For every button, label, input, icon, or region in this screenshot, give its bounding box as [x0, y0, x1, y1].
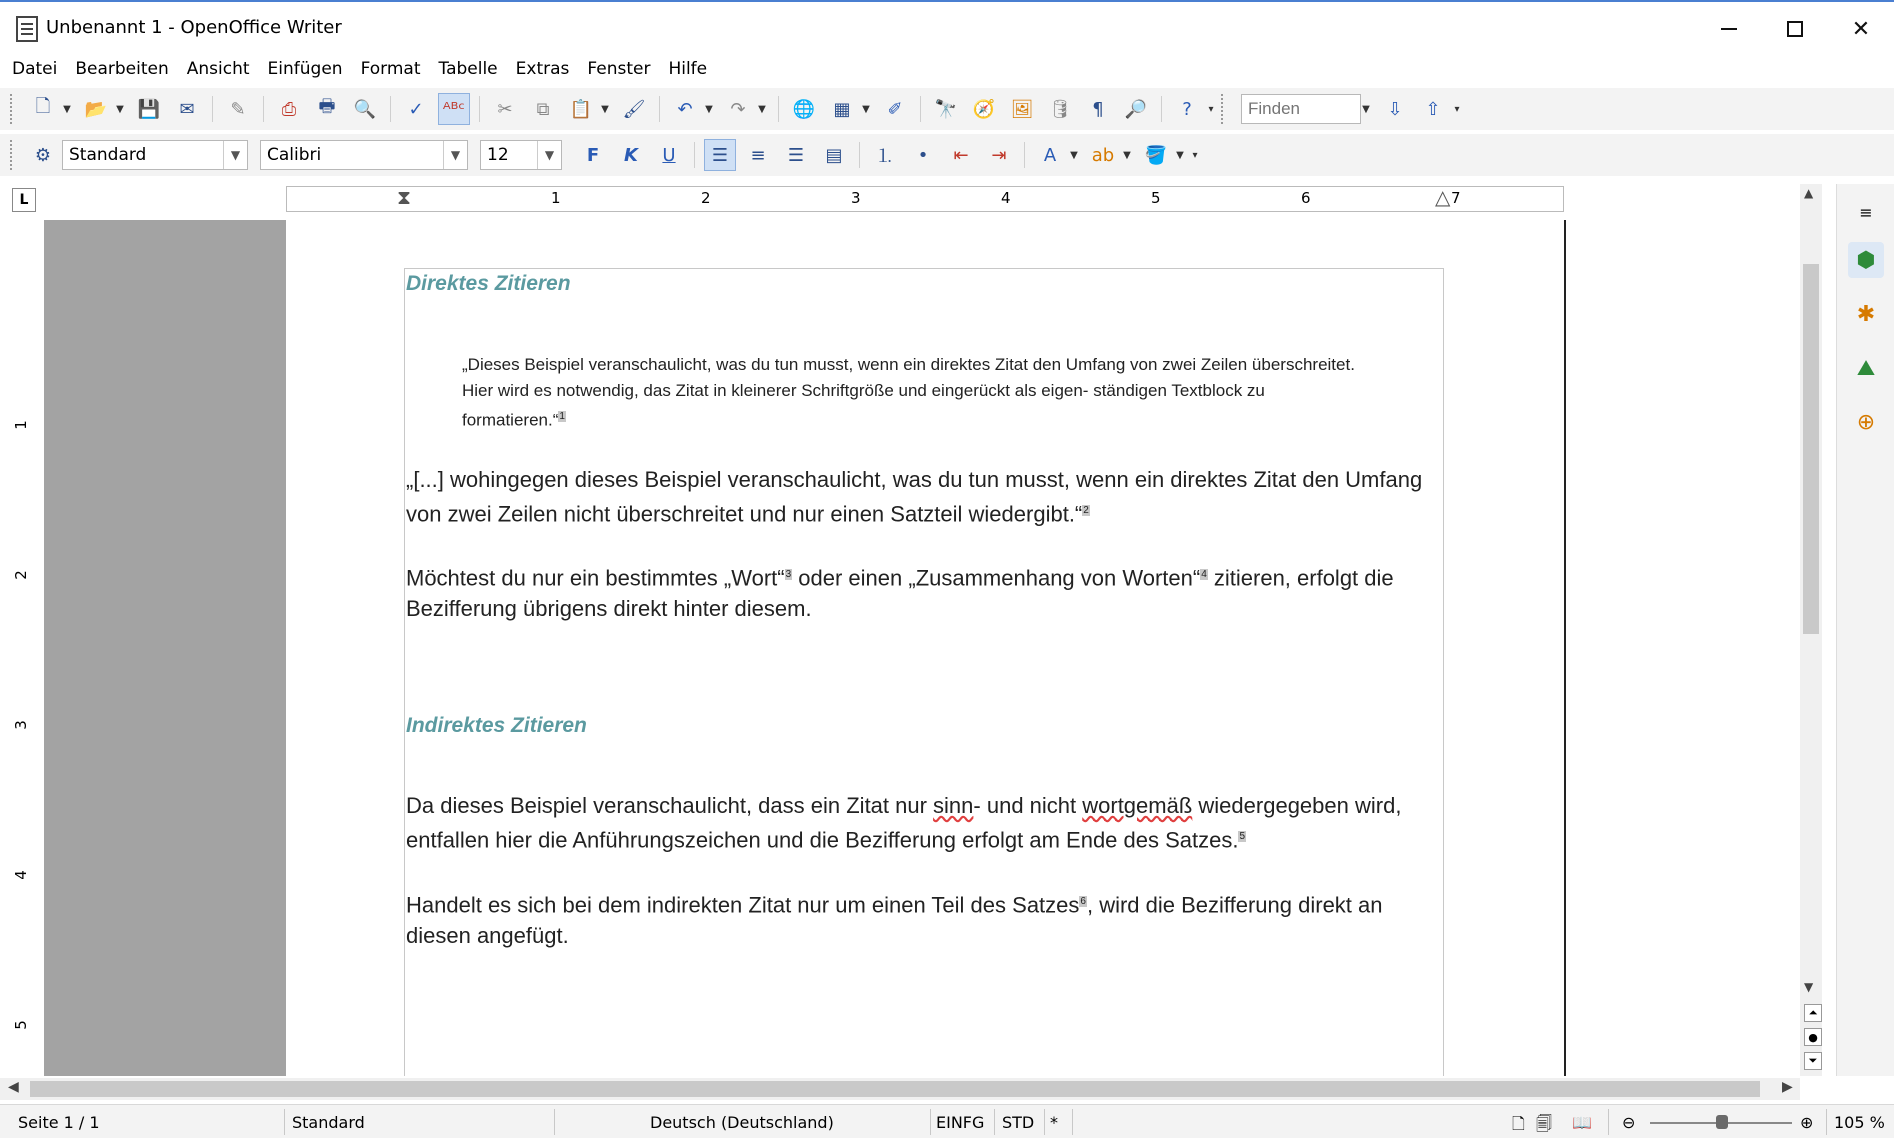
paragraph-text: Möchtest du nur ein bestimmtes „Wort“: [406, 565, 785, 591]
table-icon[interactable]: ▦: [833, 98, 851, 120]
menu-tabelle[interactable]: Tabelle: [438, 59, 498, 79]
chevron-down-icon[interactable]: ▼: [443, 141, 467, 169]
open-folder-icon[interactable]: 📂: [84, 98, 108, 120]
separator: [1826, 1109, 1827, 1135]
properties-icon[interactable]: ⬢: [1848, 242, 1884, 278]
tab-stop-selector[interactable]: L: [12, 188, 36, 212]
format-paintbrush-icon[interactable]: 🖌: [622, 98, 646, 120]
new-document-icon[interactable]: 🗋: [35, 96, 51, 117]
paste-dropdown-icon[interactable]: ▼: [601, 103, 609, 115]
find-input[interactable]: [1241, 94, 1361, 124]
styles-icon[interactable]: ✱: [1856, 301, 1876, 327]
page-indicator[interactable]: Seite 1 / 1: [18, 1113, 100, 1132]
horizontal-scroll-thumb[interactable]: [30, 1081, 1760, 1097]
separator: [1044, 1109, 1045, 1135]
multi-page-view-icon[interactable]: 🗐: [1536, 1114, 1552, 1133]
gallery-sidebar-icon[interactable]: ⛰: [1856, 355, 1876, 381]
paragraph-text: oder einen „Zusammenhang von Worten“: [792, 565, 1201, 591]
ruler-number: 2: [11, 570, 30, 580]
paste-icon[interactable]: 📋: [569, 98, 593, 120]
align-left-icon[interactable]: ☰: [704, 139, 736, 171]
document-canvas[interactable]: [44, 220, 1566, 1076]
paragraph-word-quote: [406, 559, 1442, 624]
separator: [554, 1109, 555, 1135]
edit-file-icon[interactable]: ✎: [230, 98, 246, 120]
ruler-number: 5: [1151, 189, 1161, 207]
font-color-icon[interactable]: A: [1043, 144, 1057, 166]
bullets-icon[interactable]: •: [917, 144, 929, 166]
menu-ansicht[interactable]: Ansicht: [186, 59, 250, 79]
misspelled-word[interactable]: wortgemäß: [1082, 793, 1193, 819]
heading-direktes-zitieren: Direktes Zitieren: [406, 272, 571, 295]
justify-icon[interactable]: ▤: [825, 144, 843, 166]
ruler-number: 5: [11, 1020, 30, 1030]
table-dropdown-icon[interactable]: ▼: [862, 103, 870, 115]
page-style-indicator[interactable]: Standard: [292, 1113, 365, 1132]
language-indicator[interactable]: Deutsch (Deutschland): [650, 1113, 834, 1132]
toolbar-grip[interactable]: [10, 140, 16, 170]
zoom-level[interactable]: 105 %: [1834, 1113, 1885, 1132]
ruler-number: 6: [1301, 189, 1311, 207]
highlighting-dropdown-icon[interactable]: ▼: [1123, 149, 1131, 161]
find-dropdown-icon[interactable]: ▼: [1362, 103, 1370, 115]
separator: [479, 96, 480, 122]
export-pdf-icon[interactable]: ⎙: [281, 98, 297, 120]
footnote-anchor[interactable]: 6: [1080, 895, 1086, 907]
ruler-number: 3: [11, 720, 30, 730]
paragraph-short-quote: [406, 464, 1442, 529]
open-dropdown-icon[interactable]: ▼: [116, 103, 124, 115]
styles-formatting-icon[interactable]: ⚙: [34, 144, 52, 166]
menu-fenster[interactable]: Fenster: [587, 59, 651, 79]
paragraph-text: „[...] wohingegen dieses Beispiel veranschaulicht, was du tun musst, wenn ein direktes Zitat den Umfang von zwei Zeilen nicht überschreitet und nur einen Satzteil wiedergibt.“: [406, 466, 1423, 526]
separator: [212, 96, 213, 122]
formatting-toolbar: [0, 134, 1894, 176]
menu-bar: [0, 54, 1894, 84]
help-icon[interactable]: ?: [1182, 98, 1192, 120]
find-overflow-icon[interactable]: ▾: [1454, 103, 1460, 115]
left-indent-marker-icon[interactable]: ⧗: [397, 185, 412, 209]
menu-hilfe[interactable]: Hilfe: [668, 59, 708, 79]
separator: [390, 96, 391, 122]
paragraph-text: wiedergegeben wird, entfallen hier die Anführungszeichen und die Bezifferung erfolgt am Ende des Satzes.: [406, 793, 1402, 853]
toolbar-grip[interactable]: [1221, 94, 1227, 124]
ruler-number: 4: [11, 870, 30, 880]
spellcheck-icon[interactable]: ✓: [408, 98, 424, 120]
ruler-number: 1: [551, 189, 561, 207]
window-title: Unbenannt 1 - OpenOffice Writer: [46, 17, 342, 38]
separator: [263, 96, 264, 122]
horizontal-ruler[interactable]: [286, 186, 1564, 212]
block-quote: [406, 352, 1442, 434]
scroll-left-icon[interactable]: ◀: [8, 1079, 19, 1095]
ruler-number: 3: [851, 189, 861, 207]
font-size-value: 12: [487, 145, 509, 165]
menu-einfuegen[interactable]: Einfügen: [267, 59, 343, 79]
find-next-icon[interactable]: ⇩: [1387, 98, 1403, 120]
italic-button[interactable]: K: [624, 144, 638, 166]
paragraph-partial-indirect: [406, 886, 1442, 951]
paragraph-style-value: Standard: [69, 145, 147, 165]
separator: [930, 1109, 931, 1135]
background-color-icon[interactable]: 🪣: [1144, 144, 1168, 166]
print-preview-icon[interactable]: 🔍: [353, 98, 377, 120]
document-body[interactable]: [406, 272, 1442, 951]
ruler-number: 4: [1001, 189, 1011, 207]
misspelled-word[interactable]: sinn: [933, 793, 974, 819]
maximize-button[interactable]: [1762, 2, 1828, 56]
email-icon[interactable]: ✉: [179, 98, 195, 120]
separator: [1072, 1109, 1073, 1135]
document-page[interactable]: [286, 220, 1566, 1076]
decrease-indent-icon[interactable]: ⇤: [953, 144, 969, 166]
separator: [659, 96, 660, 122]
font-color-dropdown-icon[interactable]: ▼: [1070, 149, 1078, 161]
ruler-number: 7: [1451, 189, 1461, 207]
insert-mode-indicator[interactable]: EINFG: [936, 1113, 985, 1132]
footnote-anchor[interactable]: 1: [559, 411, 565, 422]
format-overflow-icon[interactable]: ▾: [1192, 149, 1198, 161]
numbering-icon[interactable]: ⒈: [876, 146, 894, 167]
horizontal-scrollbar[interactable]: [0, 1078, 1800, 1100]
toolbar-overflow-icon[interactable]: ▾: [1208, 103, 1214, 115]
separator: [1161, 96, 1162, 122]
chevron-down-icon[interactable]: ▼: [223, 141, 247, 169]
font-name-value: Calibri: [267, 145, 322, 165]
footnote-anchor[interactable]: 5: [1239, 831, 1246, 843]
undo-icon[interactable]: ↶: [677, 98, 693, 120]
standard-toolbar: [0, 88, 1894, 130]
increase-indent-icon[interactable]: ⇥: [991, 144, 1007, 166]
status-bar: [0, 1104, 1894, 1138]
minimize-icon: [1721, 28, 1737, 30]
sidebar-menu-icon[interactable]: ≡: [1859, 202, 1873, 222]
writer-app-icon: [16, 16, 38, 42]
separator: [859, 142, 860, 168]
book-view-icon[interactable]: 📖: [1572, 1113, 1592, 1132]
background-color-dropdown-icon[interactable]: ▼: [1176, 149, 1184, 161]
paragraph-indirect-quote: [406, 790, 1442, 855]
close-icon: ✕: [1851, 16, 1871, 42]
zoom-icon[interactable]: 🔎: [1124, 98, 1148, 120]
separator: [694, 142, 695, 168]
zoom-slider-handle[interactable]: [1716, 1115, 1728, 1129]
scroll-down-icon[interactable]: ▼: [1804, 980, 1814, 994]
selection-mode-indicator[interactable]: STD: [1002, 1113, 1035, 1132]
underline-button[interactable]: U: [662, 144, 676, 166]
cut-icon[interactable]: ✂: [497, 98, 513, 120]
ruler-number: 1: [11, 420, 30, 430]
find-replace-icon[interactable]: 🔭: [934, 98, 958, 120]
menu-extras[interactable]: Extras: [515, 59, 570, 79]
font-name-select[interactable]: [260, 140, 468, 170]
sidebar-deck: [1836, 184, 1894, 1076]
paragraph-text: Handelt es sich bei dem indirekten Zitat nur um einen Teil des Satzes: [406, 891, 1080, 917]
minimize-button[interactable]: [1696, 2, 1762, 56]
redo-dropdown-icon[interactable]: ▼: [758, 103, 766, 115]
zoom-out-icon[interactable]: ⊖: [1622, 1113, 1636, 1132]
maximize-icon: [1787, 21, 1803, 37]
vertical-scrollbar[interactable]: [1800, 184, 1822, 1076]
navigation-icon[interactable]: ●: [1804, 1028, 1822, 1046]
menu-datei[interactable]: Datei: [12, 59, 58, 79]
next-page-icon[interactable]: ⏷: [1804, 1052, 1822, 1070]
document-modified-indicator: *: [1050, 1113, 1058, 1132]
show-draw-functions-icon[interactable]: ✐: [887, 98, 903, 120]
save-icon[interactable]: 💾: [137, 98, 161, 120]
paragraph-text: Da dieses Beispiel veranschaulicht, dass ein Zitat nur: [406, 793, 934, 819]
footnote-anchor[interactable]: 2: [1083, 504, 1089, 516]
right-indent-marker-icon[interactable]: △: [1435, 185, 1451, 209]
paragraph-text: - und nicht: [973, 793, 1083, 819]
vertical-ruler[interactable]: [12, 220, 36, 1080]
footnote-anchor[interactable]: 4: [1201, 568, 1207, 580]
separator: [284, 1109, 285, 1135]
bold-button[interactable]: F: [586, 144, 600, 166]
menu-bearbeiten[interactable]: Bearbeiten: [75, 59, 169, 79]
separator: [1608, 1109, 1609, 1135]
title-bar: [0, 0, 1894, 54]
toolbar-grip[interactable]: [10, 94, 16, 124]
footnote-anchor[interactable]: 3: [785, 568, 792, 580]
separator: [778, 96, 779, 122]
navigator-icon[interactable]: 🧭: [972, 98, 996, 120]
new-dropdown-icon[interactable]: ▼: [63, 103, 71, 115]
redo-icon[interactable]: ↷: [730, 98, 746, 120]
navigator-sidebar-icon[interactable]: ⊕: [1856, 409, 1876, 435]
heading-indirektes-zitieren: Indirektes Zitieren: [406, 714, 587, 738]
single-page-view-icon[interactable]: 🗋: [1512, 1114, 1525, 1133]
separator: [1024, 142, 1025, 168]
data-sources-icon[interactable]: 🛢: [1048, 98, 1072, 120]
autospellcheck-icon[interactable]: ᴬᴮᶜ: [438, 93, 470, 125]
scroll-right-icon[interactable]: ▶: [1782, 1079, 1793, 1095]
hyperlink-icon[interactable]: 🌐: [792, 98, 816, 120]
vertical-scroll-thumb[interactable]: [1803, 264, 1819, 634]
paragraph-style-select[interactable]: [62, 140, 248, 170]
separator: [920, 96, 921, 122]
print-icon[interactable]: 🖶: [318, 96, 336, 117]
ruler-number: 2: [701, 189, 711, 207]
gallery-icon[interactable]: 🖼: [1010, 98, 1034, 120]
copy-icon[interactable]: ⧉: [536, 98, 550, 120]
close-button[interactable]: [1828, 2, 1894, 56]
align-center-icon[interactable]: ≡: [750, 144, 766, 166]
chevron-down-icon[interactable]: ▼: [537, 141, 561, 169]
block-quote-text: „Dieses Beispiel veranschaulicht, was du tun musst, wenn ein direktes Zitat den Umfang von zwei Zeilen überschreitet. Hier wird es notwendig, das Zitat in kleinerer Schriftgröße und eingerückt als eigen- ständigen Textblock zu formatieren.“: [462, 355, 1355, 430]
menu-format[interactable]: Format: [360, 59, 421, 79]
paragraph-text: , wird die Bezifferung direkt an diesen angefügt.: [406, 891, 1383, 948]
formatting-marks-icon[interactable]: ¶: [1092, 98, 1104, 120]
previous-page-icon[interactable]: ⏶: [1804, 1004, 1822, 1022]
highlighting-icon[interactable]: ab: [1091, 144, 1115, 166]
find-previous-icon[interactable]: ⇧: [1425, 98, 1441, 120]
font-size-select[interactable]: [480, 140, 562, 170]
zoom-in-icon[interactable]: ⊕: [1800, 1113, 1814, 1132]
paragraph-text: zitieren, erfolgt die Bezifferung übrigens direkt hinter diesem.: [406, 565, 1394, 622]
scroll-up-icon[interactable]: ▲: [1804, 186, 1814, 200]
separator: [994, 1109, 995, 1135]
align-right-icon[interactable]: ☰: [787, 144, 805, 166]
undo-dropdown-icon[interactable]: ▼: [705, 103, 713, 115]
